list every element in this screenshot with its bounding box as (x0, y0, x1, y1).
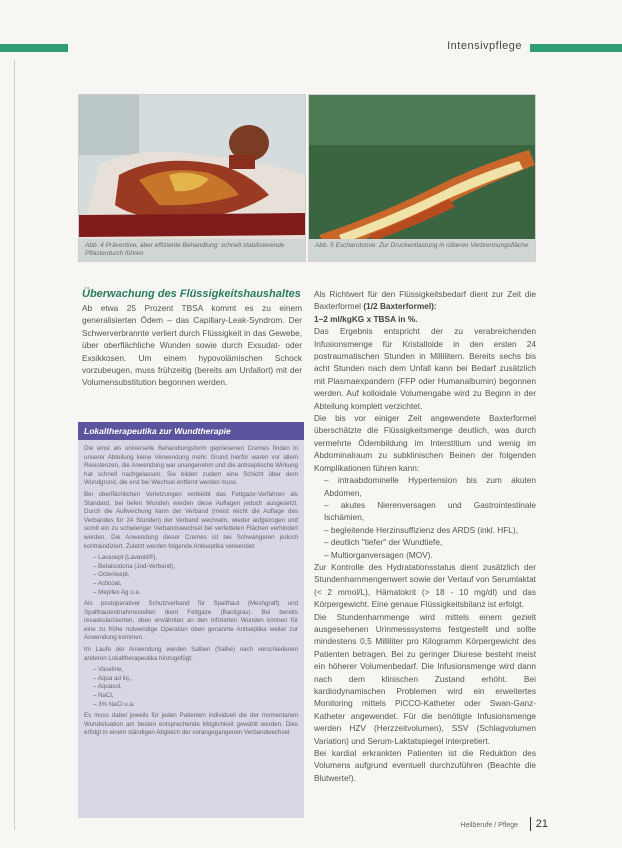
section-body: Ab etwa 25 Prozent TBSA kommt es zu einem generalisierten Ödem – das Capillary-Leak-Syndrom. Der Schwerverbrannte verliert durch Flüssigkeit in das Gewebe, über oberflächliche Wunden sowie durch Exsudat- oder Exsikkosen. Um einem hypovolämischen Schock vorzubeugen, muss frühzeitig (bereits am Unfallort) mit der Volumensubstitution begonnen werden. (82, 303, 302, 388)
section-heading: Überwachung des Flüssigkeitshaushaltes (82, 288, 301, 300)
right-column (314, 288, 536, 784)
figure-escharotomy (308, 94, 536, 262)
paragraph: Die Stundenharnmenge wird mittels einem gezielt ausgesehenen Urinmesssystems festgestellt und sollte mindestens 0,5 Milliliter pro Kilogramm Körpergewicht des Patienten betragen. Bei zu geringer Diurese besteht meist ein höherer Volumenbedarf. Die Infusionsmenge wird dann nach dem klinischen Zustand erhöht. Bei kardiodynamischen Problemen wird ein erweitertes Monitoring mittels PiCCO-Katheter oder Swan-Ganz-Katheter angewendet. Für die benötigte Infusionsmenge werden HZV (Herzzeitvolumen), SSV (Schlagvolumen Variation) und Serum-Laktatspiegel interpretiert. (314, 611, 536, 746)
info-box-paragraph: Im Laufe der Anwendung werden Salben (Salbe) nach verschiedenen anderen Lokaltherapeutika hinzugefügt: (84, 646, 298, 662)
list-item: – akutes Nierenversagen und Gastrointestinale Ischämien, (324, 499, 536, 524)
list-item: – NaCl, (93, 692, 298, 701)
list-item: – Acticoat, (93, 580, 298, 589)
paragraph-text: Als Richtwert für den Flüssigkeitsbedarf dient zur Zeit die Baxterformel (314, 289, 536, 312)
list-item: – begleitende Herzinsuffizienz des ARDS (inkl. HFL), (324, 524, 536, 536)
info-box-paragraph: Bei oberflächlichen Verletzungen verbleibt das Fettgaze-Verfahren als Standard, bei tiefen Wunden werden diese Auflagen jedoch ausgesetzt. Durch die Aufweichung kann der Verband (meist reicht die Auflage des Verbandes für 24 Stunden) der Verband wechseln, wieder aufgezogen und somit ein zu schwieriger Verbandswechsel bei verfetteten Flächen verhindert werden. Die Anwendung dieser Cremes ist bei Schwangeren jedoch kontraindiziert. Zuletzt werden folgende Antiseptika verwendet: (84, 490, 298, 550)
formula-label: (1/2 Baxterformel): (363, 301, 437, 312)
escharotomy-arm-photo-icon (309, 95, 535, 261)
journal-name: Heilberufe / Pflege (460, 822, 518, 829)
left-margin-rule (14, 60, 15, 830)
info-box-paragraph: Die einst als universelle Behandlungsform gepriesenen Cremes finden in unserer Abteilung keine Verwendung mehr. Grund hierfür waren vor allem Resistenzen, die Anwendung war unangenehm und die antiseptische Wirkung hat schnell nachgelassen. Sie bilden zudem eine Schicht über dem Wundgrund, die erst bei Wechsel entfernt werden muss. (84, 445, 298, 487)
list-item: – Aqua ad inj., (93, 675, 298, 684)
paragraph: Bei kardial erkrankten Patienten ist die Reduktion des Volumens aufgrund eventuell durchzuführen (Beachte die Blutwerte!). (314, 748, 536, 783)
list-item: – 3% NaCl u.a. (93, 701, 298, 710)
list-item: – Vaseline, (93, 666, 298, 675)
info-box-paragraph: Es muss dabei jeweils für jeden Patienten individuell die der momentanen Wundsituation am besten entsprechende Möglichkeit gewählt werden. Dies erfolgt in einem ständigen Abgleich der vorangegangenen Verbandwechsel. (84, 712, 298, 737)
complications-list (314, 474, 536, 561)
antiseptics-list (84, 554, 298, 597)
list-item: – Octenisept, (93, 571, 298, 580)
list-item: – Multiorganversagen (MOV). (324, 549, 536, 561)
title-bar-right-accent (530, 44, 622, 52)
paragraph (314, 288, 536, 313)
figure-caption: Abb. 4 Präventive, aber effiziente Behandlung: schnell stabilisierende Pflasterdurch führen (79, 239, 305, 261)
info-box-paragraph: Als postoperativer Schutzverband für Spalthaut (Meshgraft) und Spalthautentnahmestellen dient Fettgaze (Bactigras). Bei bereits revaskularisierten, oben erwähnten an den infizierten Wunden können für eine zu frühe notwendige Operation oben genannte Antiseptika weiter zur Anwendung kommen. (84, 600, 298, 642)
therapeutics-list (84, 666, 298, 709)
burn-patient-photo-icon (79, 95, 305, 261)
paragraph: Das Ergebnis entspricht der zu verabreichenden Infusionsmenge für Kristalloide in den ersten 24 postraumatischen Stunden in Millilitern. Bereits sechs bis acht Stunden nach dem Unfall kann bei Bedarf zusätzlich mit Plasmaexpandern (FFP oder Humanalbumin) begonnen werden. Auf kolloidale Volumengabe wird zu Beginn in der Abteilung komplett verzichtet. (314, 326, 536, 411)
info-box-title: Lokaltherapeutika zur Wundtherapie (78, 422, 304, 440)
paragraph: Die bis vor einiger Zeit angewendete Baxterformel überschätzte die Flüssigkeitsmenge deutlich, was durch vermehrte Ödembildung im Interstitium und wenig im Abdominalraum zu subklinischen Beinen der folgenden Komplikationen führen kann: (314, 413, 536, 473)
info-box (78, 422, 304, 818)
list-item: – Mepilex Ag u.a. (93, 589, 298, 598)
list-item: – Lavasept (Lavanid®), (93, 554, 298, 563)
list-item: – deutlich "tiefer" der Wundtiefe, (324, 536, 536, 548)
page-number: 21 (530, 817, 548, 831)
figure-caption: Abb. 5 Escharotomie: Zur Druckentlastung in rüberen Verbrennungsfläche (309, 239, 535, 261)
running-head: Intensivpflege (447, 40, 522, 52)
list-item: – Aquasol, (93, 683, 298, 692)
baxter-formula: 1–2 ml/kgKG x TBSA in %. (314, 313, 418, 324)
paragraph: Zur Kontrolle des Hydratationsstatus dient zusätzlich der Stundenharnmengenwert sowie der Verlauf von Serumlaktat (< 2 mmol/L), Hämatokrit (> 18 - 10 mg/dl) und das Körpergewicht. Eine genaue Flüssigkeitsbilanz ist erfolgt. (314, 561, 536, 610)
list-item: – intraabdominelle Hypertension bis zum akuten Abdomen, (324, 474, 536, 499)
list-item: – Betaisodona (Jod-Verband), (93, 563, 298, 572)
info-box-body (78, 440, 304, 746)
figure-burn-patient (78, 94, 306, 262)
title-bar-left-accent (0, 44, 68, 52)
